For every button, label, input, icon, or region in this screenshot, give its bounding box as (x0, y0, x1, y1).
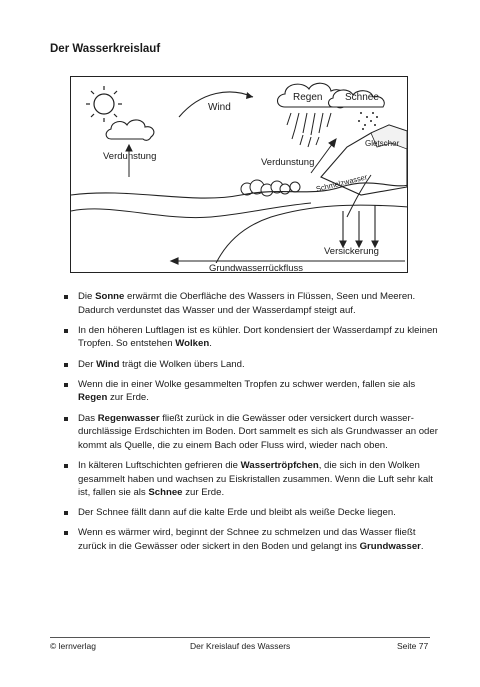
text-run: zur Erde. (182, 487, 225, 499)
text-run: Das (78, 412, 98, 424)
list-item (62, 358, 440, 372)
bold-term: Grundwasser (359, 541, 421, 553)
list-item (62, 378, 440, 405)
text-run: trägt die Wolken übers Land. (119, 358, 245, 370)
sun-icon (86, 86, 122, 122)
explanation-list (62, 290, 440, 560)
text-run: fließt zurück in die Gewässer oder versickert durch wasser-durchlässige Erdschichten im Boden. Dort sammelt es sich als Grundwasser an oder kommt als Quelle, die zu einem Bach oder Fluss wird, wieder nach oben. (78, 412, 438, 451)
text-run: erwärmt die Oberfläche des Wassers in Flüssen, Seen und Meeren. Dadurch verdunstet das Wasser und der Wasserdampf steigt auf. (78, 291, 416, 316)
footer-page-number: Seite 77 (397, 641, 429, 651)
text-run: Die (78, 291, 96, 302)
bold-term: Wind (96, 358, 120, 370)
text-run: , die sich in den Wolken gesammelt haben und wachsen zu Eiskristallen zusammen. Wenn die Luft sehr kalt ist, fallen sie als (78, 459, 433, 499)
label-grundwasserrueckfluss: Grundwasserrückfluss (209, 263, 303, 273)
text-run: Wenn es wärmer wird, beginnt der Schnee zu schmelzen und das Wasser fließt zurück in die Gewässer oder sickert in den Boden und gelangt ins (78, 527, 416, 553)
list-item (62, 412, 440, 453)
label-gletscher: Gletscher (365, 139, 400, 148)
bold-term: Wolken (175, 338, 210, 350)
text-run: Der (78, 358, 97, 370)
water-cycle-diagram (70, 76, 408, 273)
bold-term: Wassertröpfchen (240, 459, 319, 471)
footer-chapter: Der Kreislauf des Wassers (190, 641, 291, 651)
footer-divider (50, 637, 430, 638)
bold-term: Regen (78, 392, 108, 404)
page-title: Der Wasserkreislauf (50, 43, 161, 55)
label-regen: Regen (293, 92, 323, 103)
infiltration-arrows-icon (340, 205, 378, 247)
list-item (62, 290, 440, 317)
text-run: . (209, 338, 212, 350)
label-verdunstung-left: Verdunstung (103, 151, 157, 162)
list-item (62, 506, 440, 520)
cloud-left-icon (106, 120, 154, 140)
list-item (62, 324, 440, 351)
list-item (62, 526, 440, 553)
rain-icon (287, 113, 331, 147)
bold-term: Schnee (148, 487, 183, 499)
snowflakes-icon (358, 112, 378, 130)
bold-term: Regenwasser (97, 412, 160, 424)
label-wind: Wind (208, 102, 231, 113)
label-versickerung: Versickerung (324, 246, 379, 257)
text-run: In den höheren Luftlagen ist es kühler. Dort kondensiert der Wasserdampf zu kleinen Tropfen. So entstehen (78, 324, 438, 350)
footer-publisher: © lernverlag (50, 641, 96, 651)
text-run: Der Schnee fällt dann auf die kalte Erde und bleibt als weiße Decke liegen. (78, 507, 396, 519)
text-run: zur Erde. (107, 392, 149, 404)
list-item (62, 459, 440, 500)
bold-term: Sonne (95, 291, 125, 302)
text-run: Wenn die in einer Wolke gesammelten Tropfen zu schwer werden, fallen sie als (78, 378, 416, 390)
text-run: In kälteren Luftschichten gefrieren die (78, 459, 241, 471)
label-verdunstung-right: Verdunstung (261, 157, 315, 168)
text-run: . (420, 541, 424, 553)
label-schnee: Schnee (345, 92, 379, 103)
label-schmelzwasser: Schmelzwasser (315, 172, 369, 194)
